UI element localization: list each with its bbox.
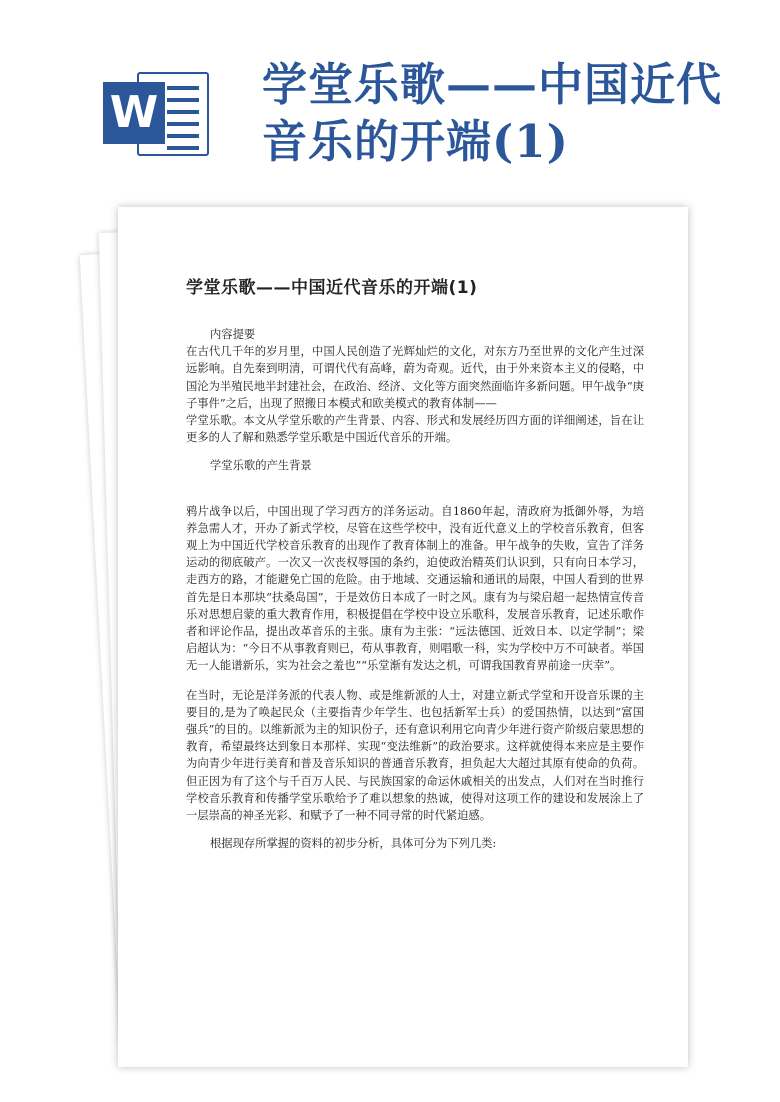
- word-document-icon: [103, 68, 211, 158]
- word-logo-letter: W: [103, 82, 165, 144]
- document-title: 学堂乐歌——中国近代音乐的开端(1): [186, 278, 478, 298]
- document-page: [118, 207, 688, 1067]
- body-paragraph-2: 在当时，无论是洋务派的代表人物、或是维新派的人士，对建立新式学堂和开设音乐课的主要目的,是为了唤起民众（主要指青少年学生、也包括新军士兵）的爱国热情，以达到“富国强兵”的目的。以维新派为主的知识份子，还有意识利用它向青少年进行资产阶级启蒙思想的教育，希望最终达到象日本那样、实现“变法维新”的政治要求。这样就使得本来应是主要作为向青少年进行美育和普及音乐知识的普通音乐教育，担负起大大超过其原有使命的负荷。但正因为有了这个与千百万人民、与民族国家的命运休戚相关的出发点，人们对在当时推行学校音乐教育和传播学堂乐歌给予了难以想象的热诚，使得对这项工作的建设和发展涂上了一层崇高的神圣光彩、和赋予了一种不同寻常的时代紧迫感。: [186, 688, 644, 823]
- summary-paragraph: 在古代几千年的岁月里，中国人民创造了光辉灿烂的文化，对东方乃至世界的文化产生过深远影响。自先秦到明清，可谓代代有高峰，蔚为奇观。近代，由于外来资本主义的侵略，中国沦为半殖民地半封建社会，在政治、经济、文化等方面突然面临许多新问题。甲午战争“庚子事件”之后，出现了照搬日本模式和欧美模式的教育体制——: [186, 345, 644, 410]
- summary-paragraph-continued: 学堂乐歌。本文从学堂乐歌的产生背景、内容、形式和发展经历四方面的详细阐述，旨在让更多的人了解和熟悉学堂乐歌是中国近代音乐的开端。: [186, 414, 644, 445]
- body-paragraph-1: 鸦片战争以后，中国出现了学习西方的洋务运动。自1860年起，清政府为抵御外辱，为培养急需人才，开办了新式学校，尽管在这些学校中，没有近代意义上的学校音乐教育，但客观上为中国近代学校音乐教育的出现作了教育体制上的准备。甲午战争的失败，宣告了洋务运动的彻底破产。一次又一次丧权辱国的条约，迫使政治精英们认识到，只有向日本学习，走西方的路，才能避免亡国的危险。由于地域、交通运输和通讯的局限，中国人看到的世界首先是日本那块“扶桑岛国”，于是效仿日本成了一时之风。康有为与梁启超一起热情宣传音乐对思想启蒙的重大教育作用，积极提倡在学校中设立乐歌科，发展音乐教育，记述乐歌作者和评论作品，提出改革音乐的主张。康有为主张：“远法德国、近效日本、以定学制”；梁启超认为：“今日不从事教育则已，苟从事教育，则唱歌一科，实为学校中万不可缺者。举国无一人能谱新乐，实为社会之羞也”“乐堂渐有发达之机，可谓我国教育界前途一庆幸”。: [186, 504, 644, 673]
- summary-heading: 内容提要: [210, 328, 256, 341]
- banner-title: 学堂乐歌——中国近代音乐的开端(1): [262, 58, 723, 168]
- section-heading: 学堂乐歌的产生背景: [210, 459, 312, 473]
- body-paragraph-3: 根据现存所掌握的资料的初步分析，具体可分为下列几类:: [210, 837, 497, 851]
- banner: [0, 0, 780, 210]
